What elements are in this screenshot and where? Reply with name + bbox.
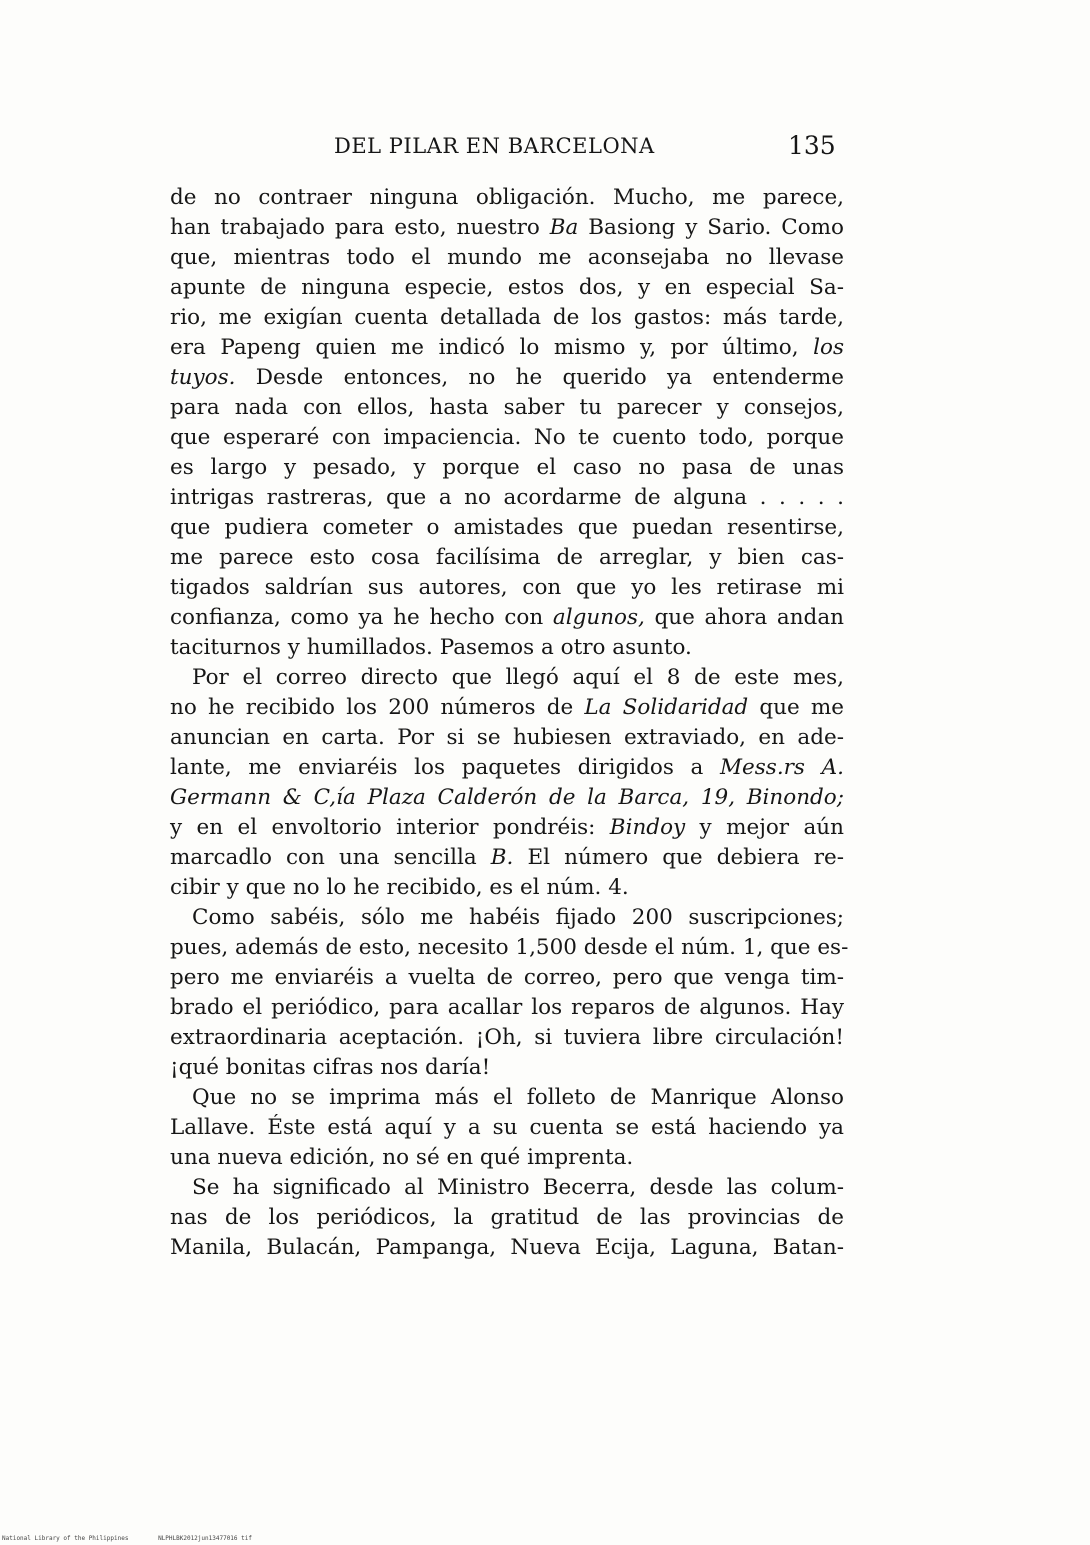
text-line <box>170 813 844 843</box>
text-segment: confianza, como ya he hecho con <box>170 605 553 630</box>
text-segment: me parece esto cosa facilísima de arreglar, y bien cas- <box>170 545 844 570</box>
italic-text: B. <box>490 845 514 870</box>
italic-text: Mess.rs A. <box>720 755 844 780</box>
text-segment: Que no se imprima más el folleto de Manrique Alonso <box>192 1085 844 1110</box>
text-segment: Como sabéis, sólo me habéis fijado 200 suscripciones; <box>192 905 844 930</box>
text-line <box>170 183 844 213</box>
text-segment: pues, además de esto, necesito 1,500 desde el núm. 1, que es- <box>170 935 849 960</box>
text-line <box>170 573 844 603</box>
text-line <box>170 1053 844 1083</box>
text-segment: era Papeng quien me indicó lo mismo y, por último, <box>170 335 814 360</box>
text-line <box>170 783 844 813</box>
text-segment: de no contraer ninguna obligación. Mucho, me parece, <box>170 185 844 210</box>
text-segment: Manila, Bulacán, Pampanga, Nueva Ecija, Laguna, Batan- <box>170 1235 844 1260</box>
text-segment: y mejor aún <box>685 815 844 840</box>
text-segment: que esperaré con impaciencia. No te cuento todo, porque <box>170 425 844 450</box>
text-line <box>170 873 844 903</box>
italic-text: Bindoy <box>609 815 686 840</box>
text-line <box>170 213 844 243</box>
text-line <box>170 453 844 483</box>
text-segment: Basiong y Sario. Como <box>578 215 844 240</box>
running-head: DEL PILAR EN BARCELONA <box>334 134 655 158</box>
text-segment: intrigas rastreras, que a no acordarme de alguna . . . . . <box>170 485 844 510</box>
text-segment: nas de los periódicos, la gratitud de las provincias de <box>170 1205 844 1230</box>
text-line <box>170 843 844 873</box>
text-segment: ¡qué bonitas cifras nos daría! <box>170 1055 491 1080</box>
text-line <box>170 993 844 1023</box>
text-segment: El número que debiera re- <box>513 845 844 870</box>
text-line <box>170 1023 844 1053</box>
text-line <box>170 333 844 363</box>
text-segment: pero me enviaréis a vuelta de correo, pero que venga tim- <box>170 965 844 990</box>
text-line <box>170 1203 844 1233</box>
italic-text: Germann & C,ía Plaza Calderón de la Barca, 19, Binondo; <box>170 785 844 810</box>
text-line <box>170 273 844 303</box>
text-segment: brado el periódico, para acallar los reparos de algunos. Hay <box>170 995 844 1020</box>
text-segment: una nueva edición, no sé en qué imprenta. <box>170 1145 634 1170</box>
page-number: 135 <box>788 131 836 160</box>
text-line <box>170 753 844 783</box>
body-text <box>170 183 849 1263</box>
text-line <box>170 963 844 993</box>
text-line <box>170 363 844 393</box>
file-id: NLPHLBK2012jun13477016 tif <box>158 1535 252 1542</box>
scan-footer <box>2 1535 602 1542</box>
text-line <box>170 513 844 543</box>
text-line <box>170 1173 844 1203</box>
text-segment: Lallave. Éste está aquí y a su cuenta se está haciendo ya <box>170 1115 844 1140</box>
italic-text: algunos, <box>552 605 645 630</box>
text-segment: taciturnos y humillados. Pasemos a otro asunto. <box>170 635 692 660</box>
text-segment: tigados saldrían sus autores, con que yo les retirase mi <box>170 575 844 600</box>
text-segment: Desde entonces, no he querido ya entenderme <box>235 365 844 390</box>
text-line <box>170 903 844 933</box>
text-segment: para nada con ellos, hasta saber tu parecer y consejos, <box>170 395 844 420</box>
text-line <box>170 1143 844 1173</box>
text-segment: que me <box>748 695 844 720</box>
text-line <box>170 1113 844 1143</box>
text-line <box>170 423 844 453</box>
text-line <box>170 663 844 693</box>
text-segment: no he recibido los 200 números de <box>170 695 585 720</box>
text-line <box>170 543 844 573</box>
text-segment: cibir y que no lo he recibido, es el núm. 4. <box>170 875 629 900</box>
text-segment: extraordinaria aceptación. ¡Oh, si tuviera libre circulación! <box>170 1025 844 1050</box>
text-line <box>170 303 844 333</box>
text-segment: que pudiera cometer o amistades que puedan resentirse, <box>170 515 844 540</box>
text-segment: que ahora andan <box>644 605 844 630</box>
text-segment: que, mientras todo el mundo me aconsejaba no llevase <box>170 245 844 270</box>
text-line <box>170 1083 844 1113</box>
text-line <box>170 483 844 513</box>
page-header <box>0 131 1090 164</box>
text-segment: apunte de ninguna especie, estos dos, y en especial Sa- <box>170 275 844 300</box>
text-segment: lante, me enviaréis los paquetes dirigidos a <box>170 755 721 780</box>
text-line <box>170 723 844 753</box>
text-line <box>170 1233 844 1263</box>
italic-text: Ba <box>549 215 579 240</box>
text-segment: rio, me exigían cuenta detallada de los gastos: más tarde, <box>170 305 844 330</box>
italic-text: La Solidaridad <box>584 695 749 720</box>
text-line <box>170 393 844 423</box>
text-line <box>170 633 844 663</box>
text-segment: Por el correo directo que llegó aquí el 8 de este mes, <box>192 665 844 690</box>
text-line <box>170 243 844 273</box>
text-segment: han trabajado para esto, nuestro <box>170 215 550 240</box>
text-segment: marcadlo con una sencilla <box>170 845 491 870</box>
text-segment: y en el envoltorio interior pondréis: <box>170 815 610 840</box>
italic-text: tuyos. <box>170 365 236 390</box>
italic-text: los <box>813 335 844 360</box>
text-segment: Se ha significado al Ministro Becerra, desde las colum- <box>192 1175 844 1200</box>
text-segment: anuncian en carta. Por si se hubiesen extraviado, en ade- <box>170 725 844 750</box>
text-segment: es largo y pesado, y porque el caso no pasa de unas <box>170 455 844 480</box>
text-line <box>170 603 844 633</box>
text-line <box>170 933 849 963</box>
library-stamp: National Library of the Philippines <box>2 1535 129 1542</box>
text-line <box>170 693 844 723</box>
